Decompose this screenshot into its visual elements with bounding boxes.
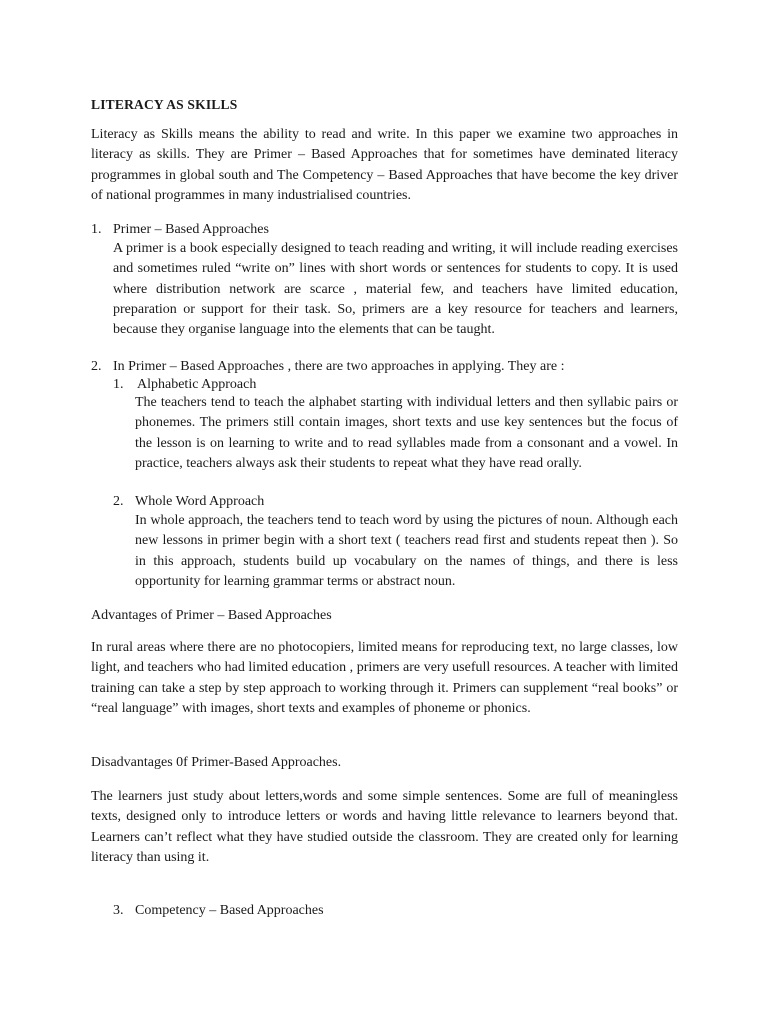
page-title: LITERACY AS SKILLS [91, 97, 238, 112]
advantages-heading: Advantages of Primer – Based Approaches [91, 608, 332, 623]
sub2-body: In whole approach, the teachers tend to teach word by using the pictures of noun. Although each new lessons in primer begin with a short text ( teachers read first and students repeat then ). So in this approach, students build up vocabulary on the names of things, and there is less opportunity for learning grammar terms or abstract noun. [135, 513, 678, 589]
section1-heading: Primer – Based Approaches [113, 222, 269, 237]
sub1-number: 1. [113, 377, 124, 392]
advantages-body: In rural areas where there are no photocopiers, limited means for reproducing text, no large classes, low light, and teachers who had limited education , primers are very usefull resources. A teacher with limited training can take a step by step approach to working through it. Primers can supplement “real books” or “real language” with images, short texts and examples of phoneme or phonics. [91, 640, 678, 716]
section3-heading: Competency – Based Approaches [135, 903, 324, 918]
sub1-body: The teachers tend to teach the alphabet starting with individual letters and then syllabic pairs or phonemes. The primers still contain images, short texts and use key sentences but the focus of the lesson is on learning to write and to read syllables made from a consonant and a vowel. In practice, teachers always ask their students to repeat what they have read orally. [135, 395, 678, 471]
section2-number: 2. [91, 359, 102, 374]
disadvantages-heading: Disadvantages 0f Primer-Based Approaches. [91, 755, 342, 770]
section2-heading: In Primer – Based Approaches , there are two approaches in applying. They are : [113, 359, 565, 374]
sub2-number: 2. [113, 494, 124, 509]
section1-number: 1. [91, 222, 102, 237]
sub1-heading: Alphabetic Approach [137, 377, 257, 392]
intro-paragraph: Literacy as Skills means the ability to read and write. In this paper we examine two approaches in literacy as skills. They are Primer – Based Approaches that for sometimes have deminated literacy programmes in global south and The Competency – Based Approaches that have become the key driver of national programmes in many industrialised countries. [91, 127, 678, 203]
sub2-heading: Whole Word Approach [135, 494, 265, 509]
section3-number: 3. [113, 903, 124, 918]
section1-body: A primer is a book especially designed to teach reading and writing, it will include reading exercises and sometimes ruled “write on” lines with short words or sentences for students to copy. It is used where distribution network are scarce , material few, and teachers have limited education, preparation or support for their task. So, primers are a key resource for teachers and learners, because they organise language into the elements that can be taught. [113, 241, 678, 338]
disadvantages-body: The learners just study about letters,words and some simple sentences. Some are full of meaningless texts, designed only to introduce letters or words and having little relevance to learners beyond that. Learners can’t reflect what they have studied outside the classroom. They are created only for learning literacy than using it. [91, 789, 678, 865]
